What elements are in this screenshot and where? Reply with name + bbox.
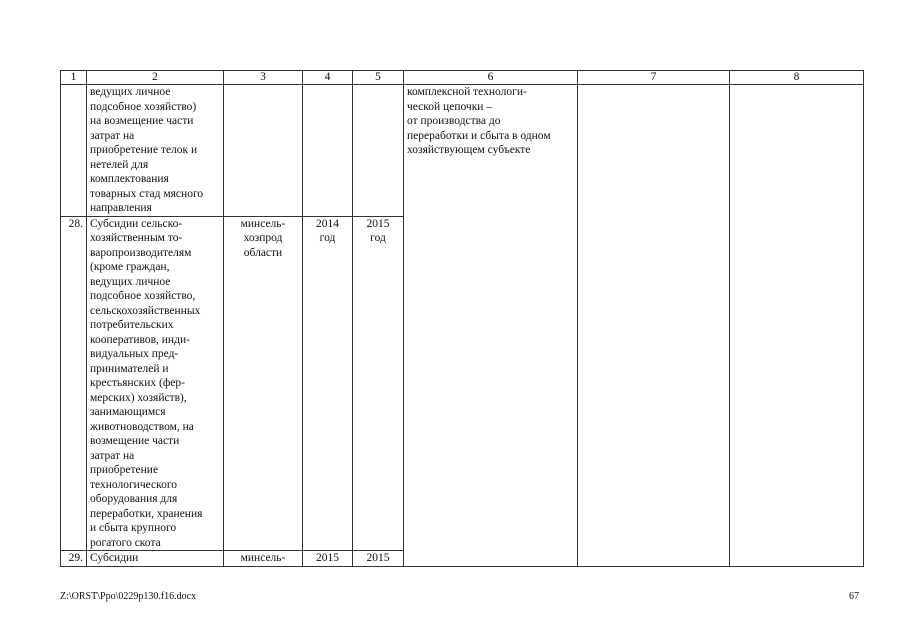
header-row [61, 71, 864, 85]
executor-cell [224, 85, 303, 217]
text-line: рогатого скота [90, 536, 161, 549]
text-line: на возмещение части [90, 115, 194, 127]
header-cell-6: 6 [404, 71, 578, 85]
text-line: мерских) хозяйств), [90, 391, 187, 404]
text-line: кооперативов, инди- [90, 333, 190, 346]
text-line: хозяйственным то- [90, 232, 183, 244]
text-line: ведущих личное [90, 86, 171, 98]
text-line: подсобное хозяйство) [90, 100, 197, 113]
text-line: занимающимся [90, 406, 166, 418]
text-line: товарных стад мясного [90, 187, 204, 200]
text-line: переработки и сбыта в одном [407, 129, 551, 142]
text-line: затрат на [90, 129, 135, 142]
text-line: ведущих личное [90, 275, 171, 288]
end-year-cell [353, 551, 404, 567]
text-line: Субсидии [90, 552, 139, 564]
text-line: ческой цепочки – [407, 100, 493, 113]
text-line: комплексной технологи- [407, 86, 527, 98]
text-line: 2015 [316, 552, 339, 564]
text-line: крестьянских (фер- [90, 377, 185, 389]
text-line: приобретение телок и [90, 144, 198, 156]
row-number-cell: 29. [61, 551, 87, 567]
measure-name-cell [87, 85, 224, 217]
footer-file-path: Z:\ORST\Ppo\0229p130.f16.docx [60, 591, 197, 602]
text-line: и сбыта крупного [90, 522, 177, 534]
text-line: направления [90, 202, 152, 214]
end-year-cell [353, 216, 404, 551]
text-line: (кроме граждан, [90, 261, 170, 273]
text-line: оборудования для [90, 493, 178, 505]
measure-name-cell [87, 216, 224, 551]
text-line: Субсидии сельско- [90, 217, 183, 230]
text-line: от производства до [407, 115, 501, 127]
start-year-cell [303, 551, 353, 567]
text-line: потребительских [90, 319, 174, 331]
header-cell-1: 1 [61, 71, 87, 85]
executor-cell [224, 551, 303, 567]
text-line: подсобное хозяйство, [90, 290, 196, 302]
column-7-cell [578, 85, 730, 567]
text-line: год [370, 232, 386, 244]
header-cell-3: 3 [224, 71, 303, 85]
text-line: возмещение части [90, 435, 180, 447]
header-cell-7: 7 [578, 71, 730, 85]
text-line: видуальных пред- [90, 348, 179, 360]
document-table [60, 70, 864, 567]
text-line: год [319, 232, 336, 244]
executor-cell [224, 216, 303, 551]
text-line: комплектования [90, 173, 169, 185]
text-line: 2014 [316, 217, 339, 230]
text-line: животноводством, на [90, 420, 194, 433]
text-line: приобретение [90, 464, 159, 476]
text-line: варопроизводителям [90, 246, 192, 259]
text-line: области [243, 246, 283, 259]
result-description-cell [404, 85, 578, 567]
text-line: 2015 [366, 217, 390, 230]
text-line: нетелей для [90, 158, 149, 171]
start-year-cell [303, 216, 353, 551]
row-number-cell [61, 85, 87, 217]
text-line: минсель- [240, 552, 286, 564]
text-line: сельскохозяйственных [90, 304, 201, 317]
table-row-continuation [61, 85, 864, 217]
end-year-cell [353, 85, 404, 217]
text-line: технологического [90, 478, 178, 491]
start-year-cell [303, 85, 353, 217]
header-cell-5: 5 [353, 71, 404, 85]
text-line: принимателей и [90, 362, 169, 375]
text-line: хозпрод [243, 232, 283, 244]
header-cell-2: 2 [87, 71, 224, 85]
page-number: 67 [849, 591, 859, 602]
text-line: переработки, хранения [90, 507, 203, 520]
header-cell-4: 4 [303, 71, 353, 85]
text-line: минсель- [240, 217, 286, 230]
row-number-cell: 28. [61, 216, 87, 551]
column-8-cell [730, 85, 864, 567]
header-cell-8: 8 [730, 71, 864, 85]
measure-name-cell [87, 551, 224, 567]
text-line: 2015 [366, 552, 390, 564]
text-line: хозяйствующем субъекте [407, 144, 531, 156]
text-line: затрат на [90, 449, 135, 462]
